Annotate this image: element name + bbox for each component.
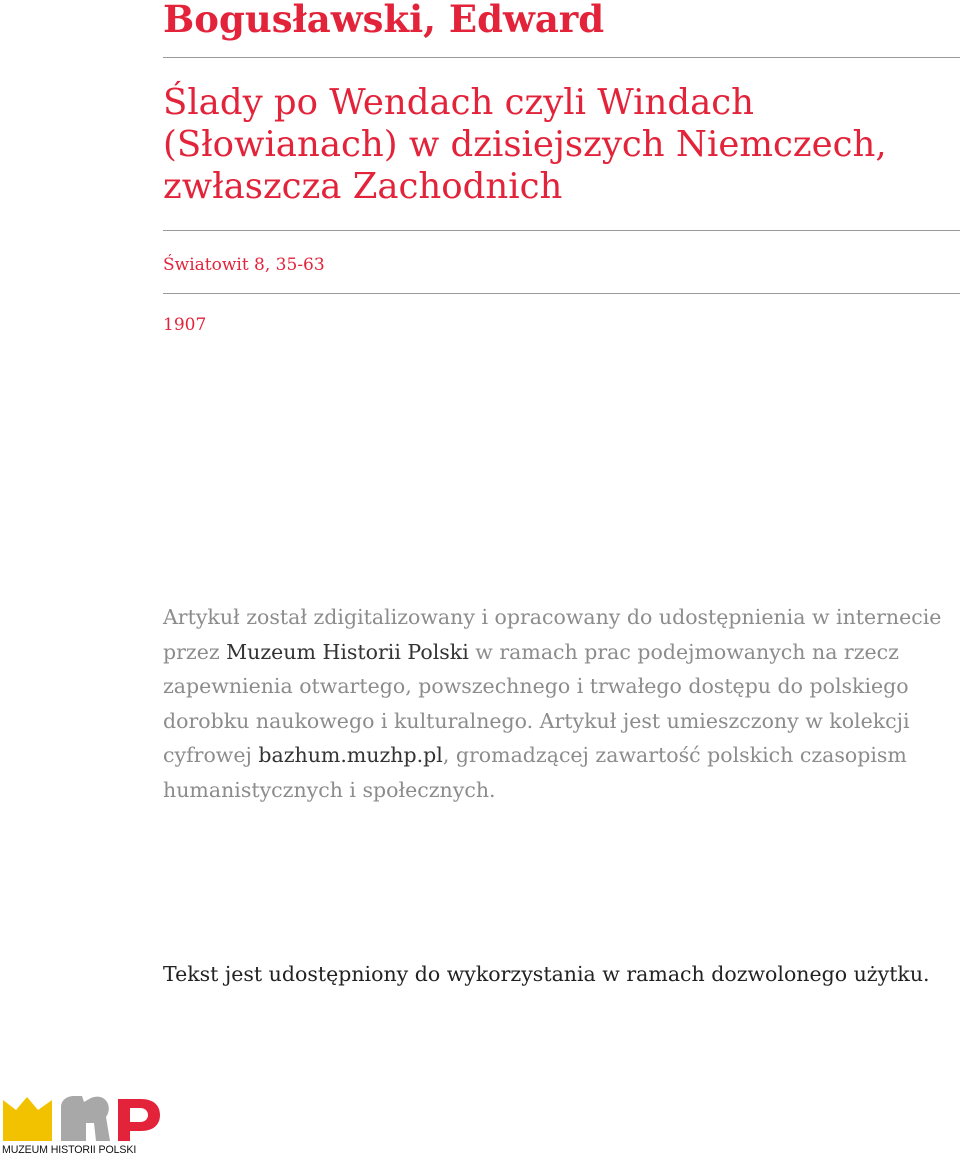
museum-link[interactable]: Muzeum Historii Polski bbox=[226, 639, 469, 664]
top-divider bbox=[163, 57, 960, 58]
notice-text-2: w ramach prac podejmowanych na rzecz zapewnienia otwartego, powszechnego i trwałego dostępu do polskiego dorobku naukowego i kulturalnego. Artykuł jest umieszczony w kolekcji bbox=[163, 639, 910, 733]
notice-text-1: Artykuł został zdigitalizowany i opracowany do udostępnienia w internecie przez bbox=[163, 605, 942, 664]
museum-logo-mark bbox=[0, 1093, 165, 1143]
museum-logo bbox=[0, 1093, 165, 1160]
logo-wordmark: MUZEUM HISTORII POLSKI bbox=[2, 1144, 137, 1156]
source-divider bbox=[163, 293, 960, 294]
logo-m-shape bbox=[3, 1097, 52, 1141]
title-divider bbox=[163, 230, 960, 231]
license-notice: Tekst jest udostępniony do wykorzystania w ramach dozwolonego użytku. bbox=[163, 962, 930, 986]
logo-h-shape bbox=[61, 1096, 110, 1141]
article-title: Ślady po Wendach czyli Windach (Słowianach) w dzisiejszych Niemczech, zwłaszcza Zachodnich bbox=[163, 82, 887, 207]
author-name: Bogusławski, Edward bbox=[163, 0, 605, 41]
notice-text-4: , gromadzącej zawartość polskich czasopism humanistycznych i społecznych. bbox=[163, 743, 907, 802]
article-source: Światowit 8, 35-63 bbox=[163, 255, 325, 275]
digitization-notice bbox=[163, 600, 953, 807]
bazhum-link[interactable]: bazhum.muzhp.pl bbox=[258, 743, 443, 767]
notice-text-3: cyfrowej bbox=[163, 743, 252, 767]
publication-year: 1907 bbox=[163, 315, 207, 335]
logo-p-shape bbox=[118, 1099, 160, 1141]
